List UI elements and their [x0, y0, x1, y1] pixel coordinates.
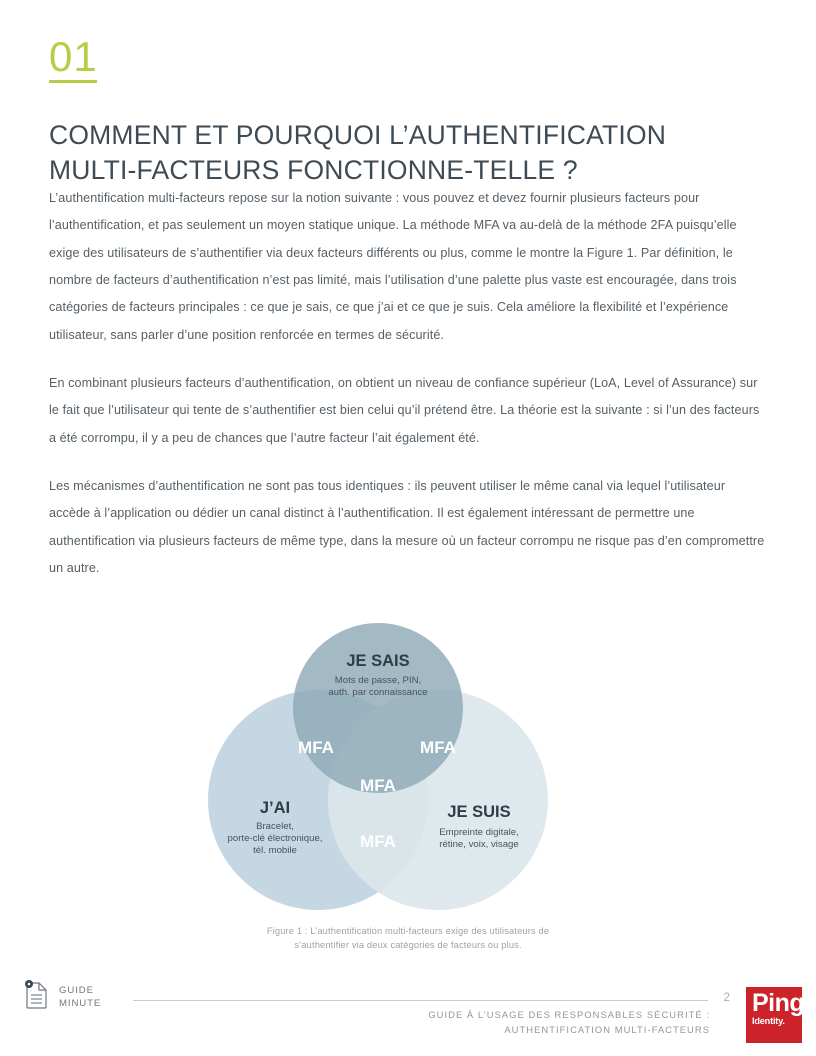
- venn-overlap-label-know-have: MFA: [298, 738, 334, 757]
- venn-label-have-detail-2: porte-clé électronique,: [227, 833, 323, 844]
- venn-overlap-label-know-am: MFA: [420, 738, 456, 757]
- venn-label-know-heading: JE SAIS: [346, 652, 410, 670]
- venn-label-am-detail-2: rétine, voix, visage: [439, 839, 519, 850]
- footer-legal-line-2: AUTHENTIFICATION MULTI-FACTEURS: [504, 1023, 710, 1035]
- chapter-number-underline: [49, 80, 97, 83]
- figure-caption: [0, 924, 816, 953]
- venn-circle-know: [293, 623, 463, 793]
- venn-label-have-detail-3: tél. mobile: [253, 845, 297, 856]
- guide-minute-line-2: MINUTE: [59, 997, 102, 1009]
- footer-legal-line-1: GUIDE À L’USAGE DES RESPONSABLES SÉCURITÉ :: [428, 1009, 710, 1020]
- page-title: COMMENT ET POURQUOI L’AUTHENTIFICATION MULTI-FACTEURS FONCTIONNE-TELLE ?: [49, 119, 667, 185]
- ping-identity-logo: [746, 987, 805, 1043]
- figure-caption-line-2: s’authentifier via deux catégories de facteurs ou plus.: [294, 940, 522, 951]
- figure-caption-line-1: Figure 1 : L’authentification multi-facteurs exige des utilisateurs de: [266, 926, 550, 936]
- venn-label-am-heading: JE SUIS: [447, 803, 511, 821]
- guide-minute-badge: [24, 980, 101, 1015]
- venn-overlap-label-have-am: MFA: [360, 832, 396, 851]
- guide-minute-label: [59, 985, 101, 1011]
- paragraph-2: En combinant plusieurs facteurs d’authentification, on obtient un niveau de confiance supérieur (LoA, Level of Assurance) sur le fait que l’utilisateur qui tente de s’authentifier est bien celui qu’il prétend être. La théorie est la suivante : si l’un des facteurs a été corrompu, il y a peu de chances que l’autre facteur l’ait également été.: [49, 375, 760, 445]
- page-number: 2: [723, 990, 730, 1004]
- paragraph-3: Les mécanismes d’authentification ne sont pas tous identiques : ils peuvent utiliser le même canal via lequel l’utilisateur accède à l’application ou dédier un canal distinct à l’authentification. Il est également intéressant de permettre une authentification via plusieurs facteurs de même type, dans la mesure où un facteur corrompu ne risque pas d’en compromettre un autre.: [49, 478, 765, 575]
- paragraph-1: L’authentification multi-facteurs repose sur la notion suivante : vous pouvez et devez fournir plusieurs facteurs pour l’authentification, et pas seulement un moyen statique unique. La méthode MFA va au-delà de la méthode 2FA puisqu’elle exige des utilisateurs de s’authentifier via deux facteurs différents ou plus, comme le montre la Figure 1. Par définition, le nombre de facteurs d’authentification n’est pas limité, mais l’utilisation d’une palette plus vaste est encouragée, dans trois catégories de facteurs principales : ce que je sais, ce que j’ai et ce que je suis. Cela améliore la flexibilité et l’expérience utilisateur, sans parler d’une position renforcée en termes de sécurité.: [49, 191, 737, 342]
- body-text-column: [49, 185, 767, 603]
- ping-logo-subtext: Identity.: [752, 1015, 785, 1026]
- venn-diagram-svg: [198, 612, 618, 922]
- venn-overlap-label-center: MFA: [360, 776, 396, 795]
- ping-logo-wordmark: Ping: [752, 989, 805, 1017]
- footer-divider: [133, 1000, 708, 1001]
- venn-label-have-detail-1: Bracelet,: [256, 821, 294, 832]
- guide-minute-line-1: GUIDE: [59, 984, 94, 996]
- venn-label-have-heading: J’AI: [259, 799, 291, 817]
- venn-diagram-figure: [0, 612, 816, 922]
- venn-label-know-detail-2: auth. par connaissance: [328, 687, 428, 698]
- guide-minute-document-icon: [24, 980, 50, 1015]
- venn-label-know-detail-1: Mots de passe, PIN,: [334, 675, 422, 686]
- venn-label-am-detail-1: Empreinte digitale,: [439, 827, 519, 838]
- footer-legal-text: [190, 1008, 710, 1037]
- chapter-number: 01: [49, 33, 98, 80]
